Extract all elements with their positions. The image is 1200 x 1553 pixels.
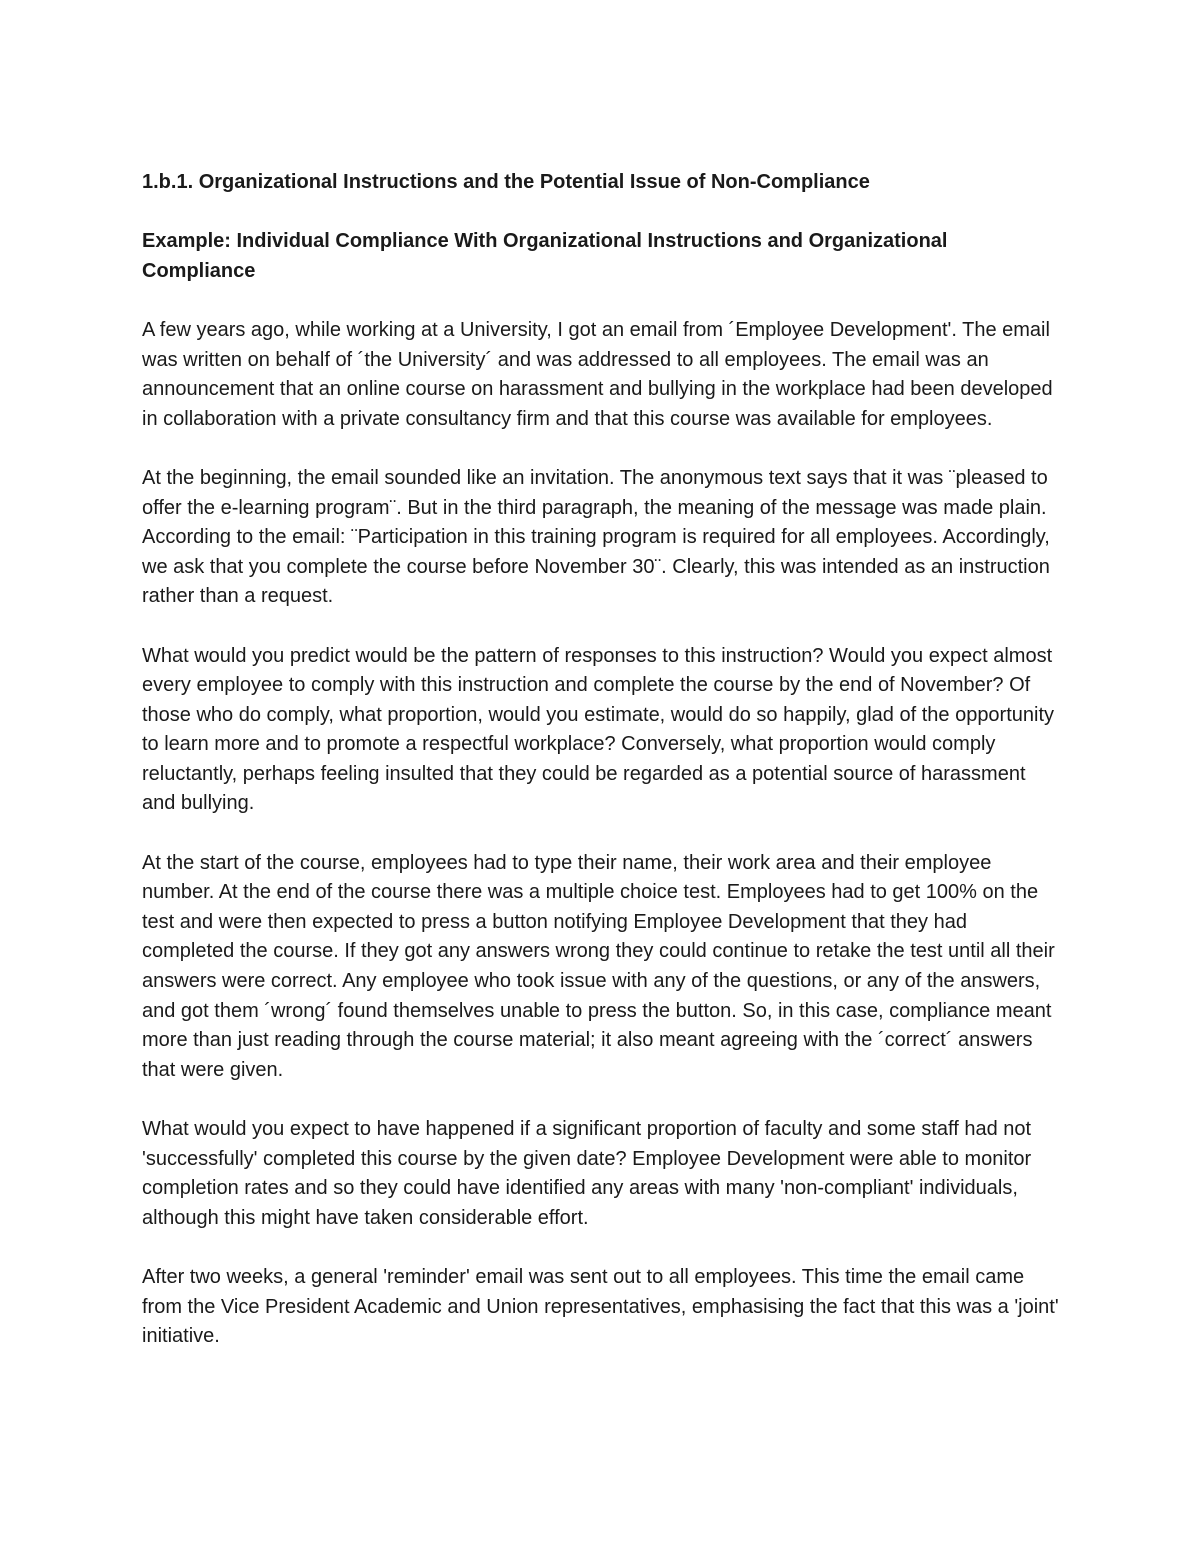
spacer	[142, 286, 1062, 316]
spacer	[142, 434, 1062, 464]
paragraph-3: What would you predict would be the pattern of responses to this instruction? Would you expect almost every employee to comply with this instruction and complete the course by the end of November? Of those who do comply, what proportion, would you estimate, would do so happily, glad of the opportunity to learn more and to promote a respectful workplace? Conversely, what proportion would comply reluctantly, perhaps feeling insulted that they could be regarded as a potential source of harassment and bullying.	[142, 644, 1055, 815]
spacer	[142, 1085, 1062, 1115]
spacer	[142, 198, 1062, 228]
spacer	[142, 1233, 1062, 1263]
paragraph-1: A few years ago, while working at a University, I got an email from ´Employee Development'. The email was written on behalf of ´the University´ and was addressed to all employees. The email was an announcement that an online course on harassment and bullying in the workplace had been developed in collaboration with a private consultancy firm and that this course was available for employees.	[142, 318, 1053, 430]
paragraph-5: What would you expect to have happened if a significant proportion of faculty and some staff had not 'successfully' completed this course by the given date? Employee Development were able to monitor completion rates and so they could have identified any areas with many 'non-compliant' individuals, although this might have taken considerable effort.	[142, 1118, 1032, 1229]
spacer	[142, 612, 1062, 642]
paragraph-2: At the beginning, the email sounded like an invitation. The anonymous text says that it was ¨pleased to offer the e-learning program¨. But in the third paragraph, the meaning of the message was made plain. According to the email: ¨Participation in this training program is required for all employees. Accordingly, we ask that you complete the course before November 30¨. Clearly, this was intended as an instruction rather than a request.	[142, 466, 1050, 608]
section-title: 1.b.1. Organizational Instructions and the Potential Issue of Non-Compliance	[142, 171, 870, 193]
spacer	[142, 819, 1062, 849]
document-page	[142, 168, 1062, 1352]
paragraph-4: At the start of the course, employees had to type their name, their work area and their employee number. At the end of the course there was a multiple choice test. Employees had to get 100% on the test and were then expected to press a button notifying Employee Development that they had completed the course. If they got any answers wrong they could continue to retake the test until all their answers were correct. Any employee who took issue with any of the questions, or any of the answers, and got them ´wrong´ found themselves unable to press the button. So, in this case, compliance meant more than just reading through the course material; it also meant agreeing with the ´correct´ answers that were given.	[142, 851, 1055, 1081]
example-title: Example: Individual Compliance With Organizational Instructions and Organizational Compliance	[142, 230, 948, 282]
paragraph-6: After two weeks, a general 'reminder' email was sent out to all employees. This time the email came from the Vice President Academic and Union representatives, emphasising the fact that this was a 'joint' initiative.	[142, 1265, 1059, 1348]
